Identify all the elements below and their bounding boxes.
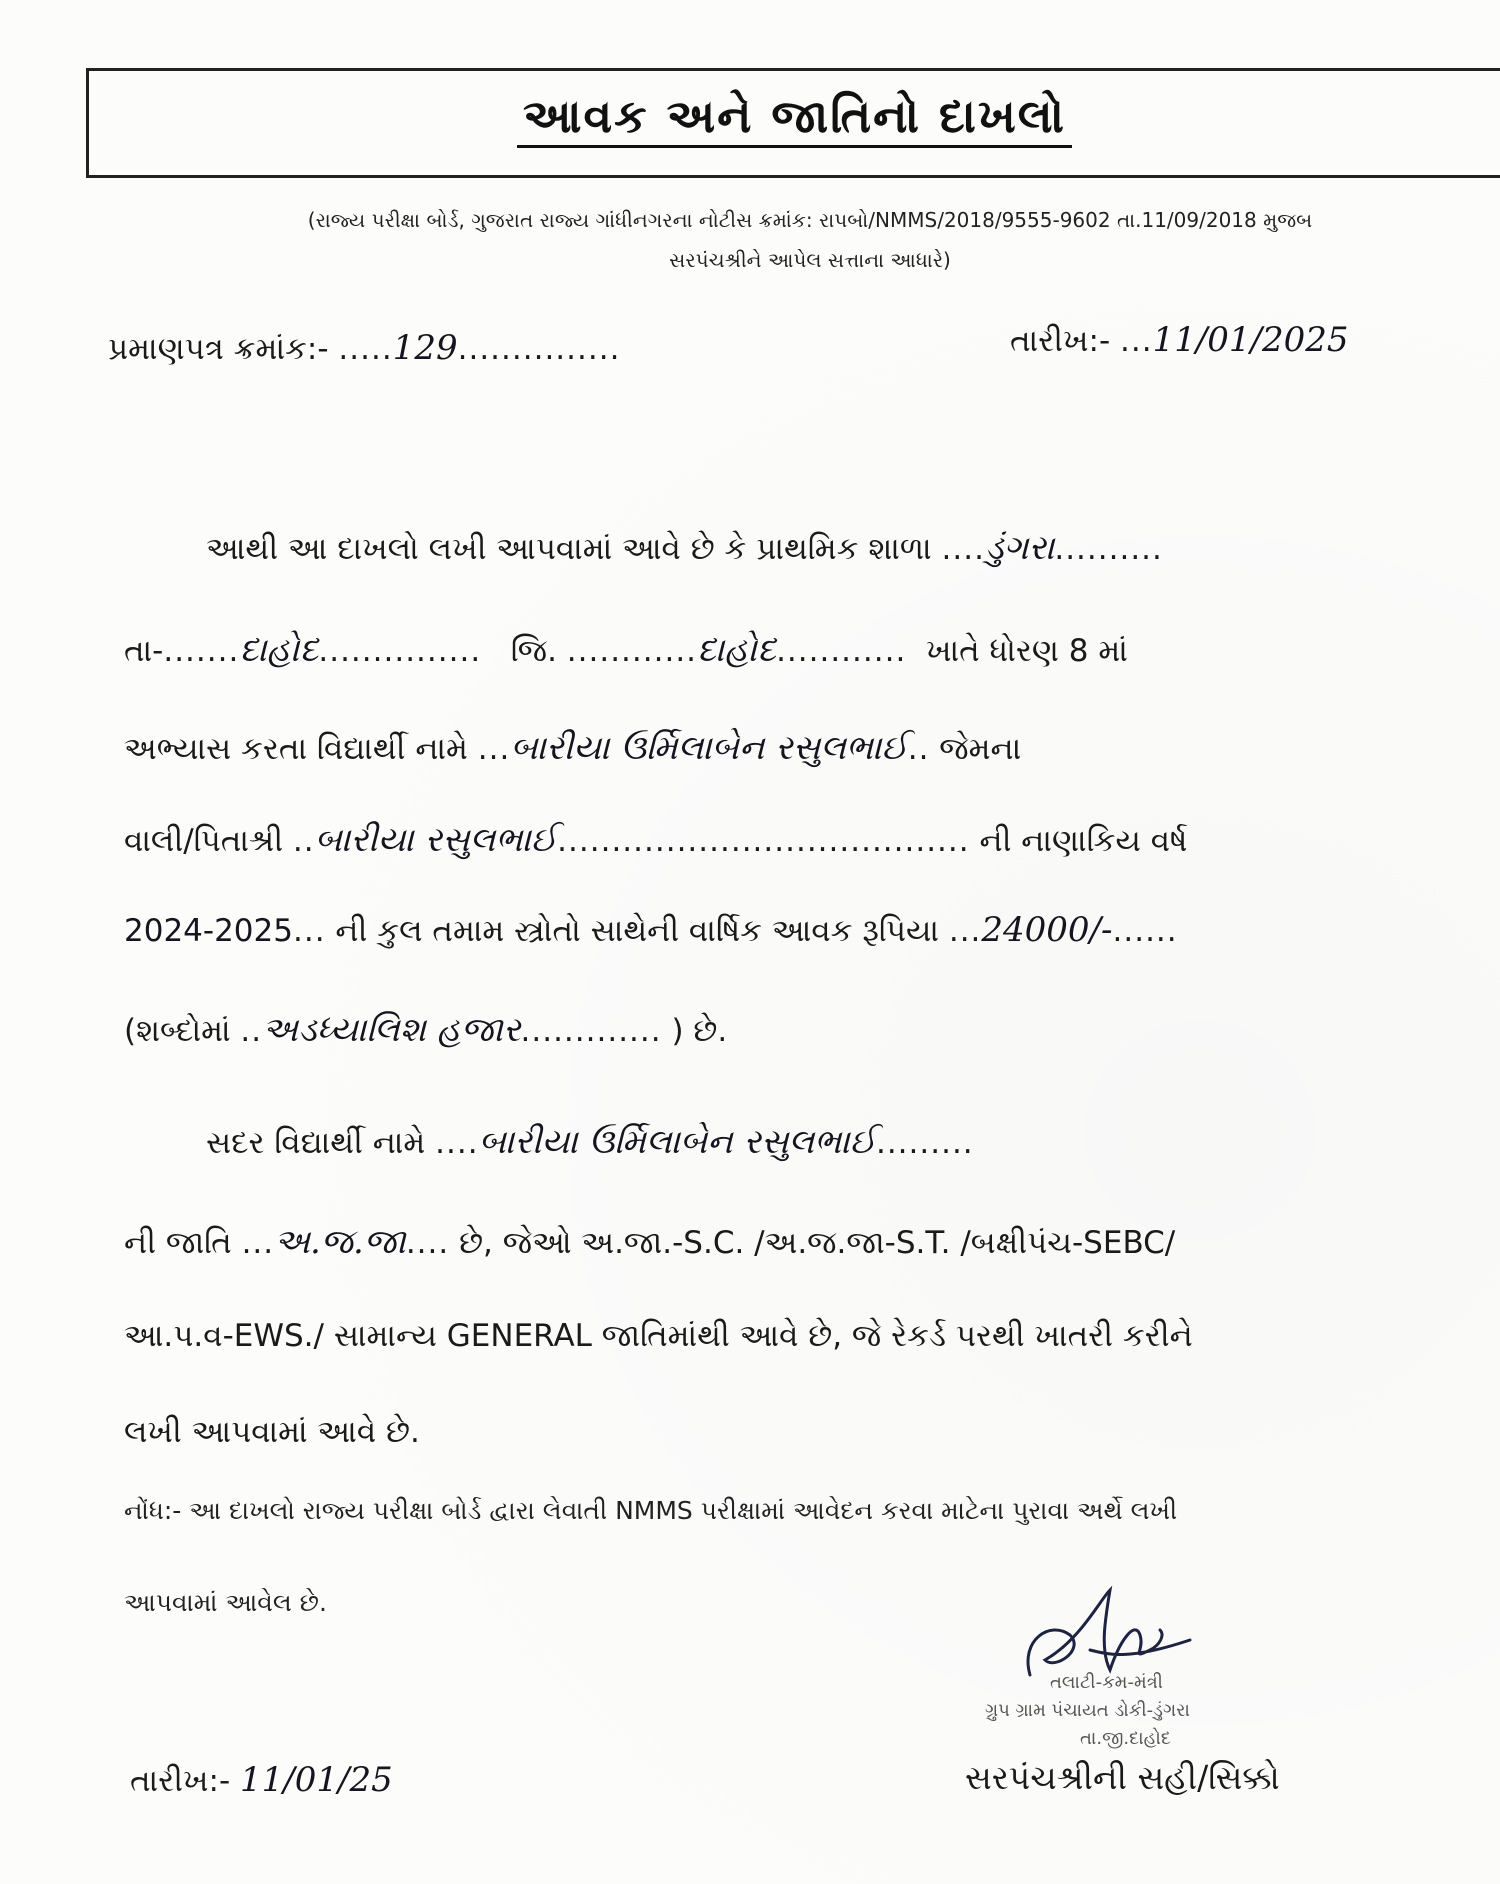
guardian-label: વાલી/પિતાશ્રી	[124, 823, 284, 859]
sarpanch-signature-label: સરપંચશ્રીની સહી/સિક્કો	[965, 1758, 1280, 1797]
signature-icon	[960, 1580, 1380, 1700]
caste-row: ની જાતિ ...અ.જ.જા.... છે, જેઓ અ.જા.-S.C. /અ.જ.જા-S.T. /બક્ષીપંચ-SEBC/	[124, 1222, 1176, 1262]
guardian-row: વાલી/પિતાશ્રી ..બારીયા રસુલભાઈ...................................... ની નાણાકિય વર્ષ	[124, 820, 1188, 860]
note-line-2: આપવામાં આવેલ છે.	[124, 1588, 327, 1617]
caste-options: છે, જેઓ અ.જા.-S.C. /અ.જ.જા-S.T. /બક્ષીપંચ-SEBC/	[459, 1225, 1176, 1261]
stamp-line-3: તા.જી.દાહોદ	[1080, 1728, 1171, 1749]
certificate-number-value: 129	[392, 328, 458, 368]
words-label: (શબ્દોમાં	[124, 1013, 231, 1049]
district-label: જિ.	[510, 633, 557, 669]
whose-text: જેમના	[939, 731, 1022, 767]
caste-label: ની જાતિ	[124, 1225, 232, 1261]
caste-student-row: સદર વિદ્યાર્થી નામે ....બારીયા ઉર્મિલાબેન રસુલભાઈ.........	[206, 1122, 974, 1162]
student-label: અભ્યાસ કરતા વિદ્યાર્થી નામે	[124, 731, 468, 767]
issue-date-row: તારીખ:- ...11/01/2025	[1010, 320, 1349, 360]
caste-line-3: લખી આપવામાં આવે છે.	[124, 1414, 420, 1450]
financial-year-value: 2024-2025	[124, 913, 293, 949]
words-end: ) છે.	[671, 1013, 728, 1049]
student-name-value: બારીયા ઉર્મિલાબેન રસુલભાઈ	[510, 728, 908, 768]
document-title: આવક અને જાતિનો દાખલો	[89, 89, 1500, 145]
bottom-date-value: 11/01/25	[240, 1760, 393, 1800]
taluka-value: દાહોદ	[239, 630, 319, 670]
stamp-line-1: તલાટી-કમ-મંત્રી	[1050, 1672, 1163, 1693]
certificate-number-row: પ્રમાણપત્ર ક્રમાંક:- .....129...............	[108, 328, 621, 368]
income-words-row: (શબ્દોમાં ..અડધ્યાલિશ હજાર............. ) છે.	[124, 1010, 728, 1050]
income-words-value: અડધ્યાલિશ હજાર	[262, 1010, 521, 1050]
guardian-name-value: બારીયા રસુલભાઈ	[314, 820, 558, 860]
certificate-number-label: પ્રમાણપત્ર ક્રમાંક:-	[108, 331, 329, 367]
caste-line-2: આ.પ.વ-EWS./ સામાન્ય GENERAL જાતિમાંથી આવે છે, જે રેકર્ડ પરથી ખાતરી કરીને	[124, 1318, 1193, 1354]
standard-text: ખાતે ધોરણ 8 માં	[926, 633, 1128, 669]
issue-date-value: 11/01/2025	[1152, 320, 1349, 360]
note-line-1: નોંધ:- આ દાખલો રાજ્ય પરીક્ષા બોર્ડ દ્વારા લેવાતી NMMS પરીક્ષામાં આવેદન કરવા માટેના પુરાવા અર્થે લખી	[124, 1496, 1178, 1525]
bottom-date-label: તારીખ:-	[130, 1763, 231, 1799]
caste-value: અ.જ.જા	[274, 1222, 406, 1262]
authority-note-line2: સરપંચશ્રીને આપેલ સત્તાના આધારે)	[669, 248, 951, 272]
issue-date-label: તારીખ:-	[1010, 323, 1111, 359]
caste-student-label: સદર વિદ્યાર્થી નામે	[206, 1125, 426, 1161]
school-row: આથી આ દાખલો લખી આપવામાં આવે છે કે પ્રાથમિક શાળા ....ડુંગરા..........	[206, 528, 1163, 568]
authority-note-line1: (રાજ્ય પરીક્ષા બોર્ડ, ગુજરાત રાજ્ય ગાંધીનગરના નોટીસ ક્રમાંક: રાપબો/NMMS/2018/9555-9602 તા.11/09/2018 મુજબ	[307, 208, 1313, 232]
stamp-line-2: ગ્રુપ ગ્રામ પંચાયત ડોકી-ડુંગરા	[985, 1700, 1190, 1721]
taluka-district-row: તા-.......દાહોદ............... જિ. ............દાહોદ............ ખાતે ધોરણ 8 માં	[124, 630, 1128, 670]
financial-year-text: ની નાણાકિય વર્ષ	[979, 823, 1188, 859]
intro-text: આથી આ દાખલો લખી આપવામાં આવે છે કે પ્રાથમિક શાળા	[206, 531, 932, 567]
income-amount-value: 24000/-	[981, 910, 1113, 950]
title-box	[86, 68, 1500, 178]
school-name-value: ડુંગરા	[984, 528, 1055, 568]
authority-note	[140, 200, 1480, 280]
bottom-date-row	[130, 1760, 393, 1800]
income-row: 2024-2025... ની કુલ તમામ સ્ત્રોતો સાથેની વાર્ષિક આવક રૂપિયા ...24000/-......	[124, 910, 1178, 950]
district-value: દાહોદ	[697, 630, 777, 670]
student-row: અભ્યાસ કરતા વિદ્યાર્થી નામે ...બારીયા ઉર્મિલાબેન રસુલભાઈ.. જેમના	[124, 728, 1022, 768]
taluka-label: તા-	[124, 633, 164, 669]
income-text: ની કુલ તમામ સ્ત્રોતો સાથેની વાર્ષિક આવક રૂપિયા	[335, 913, 939, 949]
caste-student-name-value: બારીયા ઉર્મિલાબેન રસુલભાઈ	[478, 1122, 876, 1162]
